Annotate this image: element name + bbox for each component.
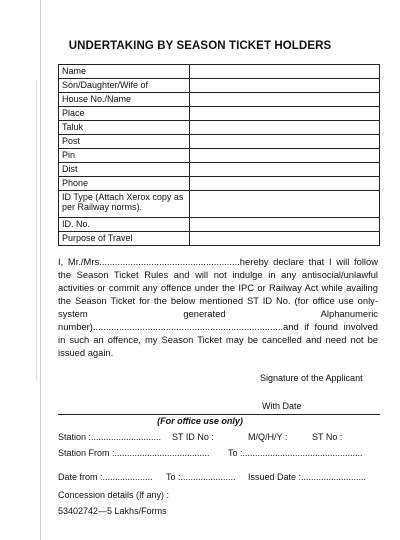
table-row: [59, 218, 380, 232]
field-value-relation[interactable]: [190, 79, 380, 93]
station-field: Station :............................: [58, 432, 162, 442]
margin-line-secondary: [36, 80, 37, 380]
station-to-field: To :................................................: [228, 448, 363, 458]
field-label-purpose: Purpose of Travel: [59, 232, 190, 246]
field-value-taluk[interactable]: [190, 121, 380, 135]
date-to-field: To :......................: [166, 472, 236, 482]
field-value-id-type[interactable]: [190, 191, 380, 218]
field-value-name[interactable]: [190, 65, 380, 79]
mqhy-field: M/Q/H/Y :: [248, 432, 288, 442]
field-value-pin[interactable]: [190, 149, 380, 163]
table-row: [59, 163, 380, 177]
margin-line: [40, 0, 41, 540]
table-row: [59, 232, 380, 246]
concession-line: Concession details (If any) :: [58, 490, 170, 500]
field-value-dist[interactable]: [190, 163, 380, 177]
table-row: [59, 121, 380, 135]
field-label-place: Place: [59, 107, 190, 121]
table-row: [59, 93, 380, 107]
field-label-pin: Pin: [59, 149, 190, 163]
field-label-phone: Phone: [59, 177, 190, 191]
field-label-id-no: ID. No.: [59, 218, 190, 232]
signature-label: Signature of the Applicant: [260, 373, 363, 383]
field-label-relation: Son/Daughter/Wife of: [59, 79, 190, 93]
field-value-id-no[interactable]: [190, 218, 380, 232]
declaration-text: I, Mr./Mrs......................................................hereby declare that I will follow the Season Ticket Rules and will not indulge in any antisocial/unlawful activities or commit any offence under the IPC or Railway Act while availing the Season Ticket for the below mentioned ST ID No. (for office use only-system generated Alphanumeric number).........................................................................and if found involved in such an offence, my Season Ticket may be cancelled and need not be issued again.: [58, 256, 378, 358]
document-title: UNDERTAKING BY SEASON TICKET HOLDERS: [68, 40, 332, 52]
table-row: [59, 79, 380, 93]
st-no-field: ST No :: [312, 432, 343, 442]
table-row: [59, 177, 380, 191]
table-row: [59, 135, 380, 149]
field-label-id-type: ID Type (Attach Xerox copy as per Railway norms).: [59, 191, 190, 218]
station-from-field: Station From :......................................: [58, 448, 210, 458]
table-row: [59, 149, 380, 163]
office-divider: [58, 414, 380, 415]
table-row: [59, 107, 380, 121]
field-value-purpose[interactable]: [190, 232, 380, 246]
field-label-name: Name: [59, 65, 190, 79]
table-row: [59, 191, 380, 218]
field-value-post[interactable]: [190, 135, 380, 149]
field-label-dist: Dist: [59, 163, 190, 177]
office-use-title: (For office use only): [157, 416, 243, 426]
form-code: 53402742—5 Lakhs/Forms: [58, 506, 167, 516]
field-value-house[interactable]: [190, 93, 380, 107]
field-label-taluk: Taluk: [59, 121, 190, 135]
field-value-place[interactable]: [190, 107, 380, 121]
field-label-post: Post: [59, 135, 190, 149]
applicant-details-table: [58, 64, 380, 246]
field-value-phone[interactable]: [190, 177, 380, 191]
date-from-field: Date from :....................: [58, 472, 153, 482]
with-date-label: With Date: [262, 401, 302, 411]
table-row: [59, 65, 380, 79]
issued-date-field: Issued Date :..........................: [248, 472, 367, 482]
field-label-house: House No./Name: [59, 93, 190, 107]
st-id-field: ST ID No :: [172, 432, 214, 442]
